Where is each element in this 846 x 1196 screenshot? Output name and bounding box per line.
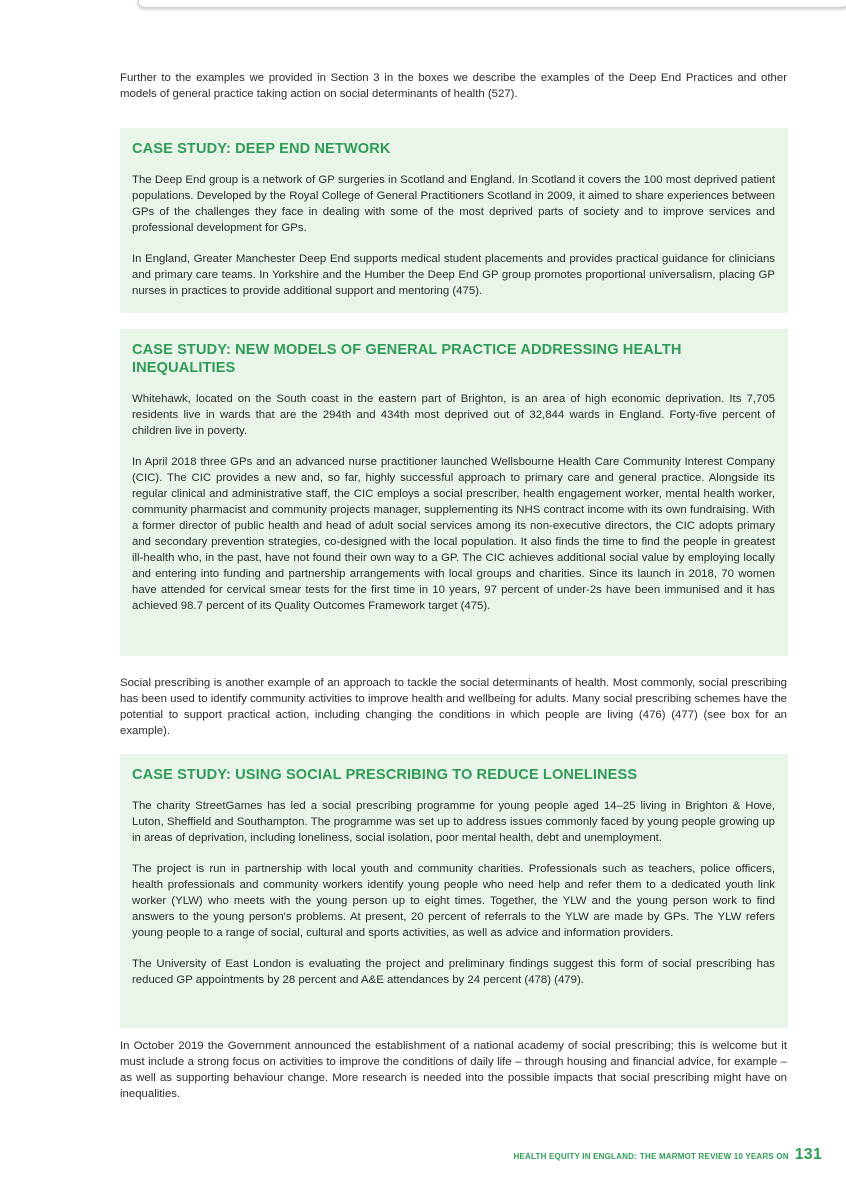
case-study-deep-end-box bbox=[120, 128, 788, 313]
social-prescribing-paragraph: Social prescribing is another example of an approach to tackle the social determinants of health. Most commonly, social prescribing has been used to identify community activities to improve health and wellbeing for adults. Many social prescribing schemes have the potential to support practical action, including changing the conditions in which people are living (476) (477) (see box for an example). bbox=[120, 677, 787, 737]
intro-paragraph: Further to the examples we provided in Section 3 in the boxes we describe the examples of the Deep End Practices and other models of general practice taking action on social determinants of health (527). bbox=[120, 72, 787, 100]
case-study-title: CASE STUDY: DEEP END NETWORK bbox=[132, 141, 391, 157]
page-number: 131 bbox=[794, 1146, 822, 1163]
closing-paragraph: In October 2019 the Government announced the establishment of a national academy of social prescribing; this is welcome but it must include a strong focus on activities to improve the conditions of daily life – through housing and financial advice, for example – as well as supporting behaviour change. More research is needed into the possible impacts that social prescribing might have on inequalities. bbox=[120, 1040, 787, 1100]
case-study-paragraph: In England, Greater Manchester Deep End supports medical student placements and provides practical guidance for clinicians and primary care teams. In Yorkshire and the Humber the Deep End GP group promotes proportional universalism, placing GP nurses in practices to provide additional support and mentoring (475). bbox=[132, 253, 775, 297]
case-study-loneliness-box bbox=[120, 754, 788, 1028]
overlay-window-edge bbox=[138, 0, 846, 8]
case-study-paragraph: The charity StreetGames has led a social prescribing programme for young people aged 14–25 living in Brighton & Hove, Luton, Sheffield and Southampton. The programme was set up to address issues commonly faced by young people growing up in areas of deprivation, including loneliness, social isolation, poor mental health, debt and unemployment. bbox=[132, 800, 775, 844]
footer-report-title: HEALTH EQUITY IN ENGLAND: bbox=[513, 1152, 637, 1161]
case-study-paragraph: The Deep End group is a network of GP surgeries in Scotland and England. In Scotland it covers the 100 most deprived patient populations. Developed by the Royal College of General Practitioners Scotland in 2009, it aimed to share experiences between GPs of the challenges they face in dealing with some of the most deprived parts of society and to improve services and professional development for GPs. bbox=[132, 174, 775, 234]
footer-report-subtitle: THE MARMOT REVIEW 10 YEARS ON bbox=[639, 1152, 789, 1161]
case-study-paragraph: The University of East London is evaluating the project and preliminary findings suggest this form of social prescribing has reduced GP appointments by 28 percent and A&E attendances by 24 percent (478) (479). bbox=[132, 958, 775, 986]
case-study-paragraph: The project is run in partnership with local youth and community charities. Professionals such as teachers, police officers, health professionals and community workers identify young people who need help and refer them to a dedicated youth link worker (YLW) who meets with the young person up to eight times. Together, the YLW and the young person work to find answers to the young person's problems. At present, 20 percent of referrals to the YLW are made by GPs. The YLW refers young people to a range of social, cultural and sports activities, as well as advice and information providers. bbox=[132, 863, 775, 939]
page-footer bbox=[514, 1146, 822, 1164]
case-study-paragraph: Whitehawk, located on the South coast in the eastern part of Brighton, is an area of high economic deprivation. Its 7,705 residents live in wards that are the 294th and 434th most deprived out of 32,844 wards in England. Forty-five percent of children live in poverty. bbox=[132, 393, 775, 437]
case-study-title: CASE STUDY: USING SOCIAL PRESCRIBING TO REDUCE LONELINESS bbox=[132, 767, 638, 783]
case-study-title: CASE STUDY: NEW MODELS OF GENERAL PRACTICE ADDRESSING HEALTH INEQUALITIES bbox=[132, 342, 682, 376]
case-study-paragraph: In April 2018 three GPs and an advanced nurse practitioner launched Wellsbourne Health Care Community Interest Company (CIC). The CIC provides a new and, so far, highly successful approach to primary care and general practice. Alongside its regular clinical and administrative staff, the CIC employs a social prescriber, health engagement worker, mental health worker, community pharmacist and community projects manager, supplementing its NHS contract income with its own fundraising. With a former director of public health and head of adult social services among its non-executive directors, the CIC adopts primary and secondary prevention strategies, co-designed with the local population. It also finds the time to find the people in greatest ill-health who, in the past, have not found their own way to a GP. The CIC achieves additional social value by employing locally and entering into funding and partnership arrangements with local groups and charities. Since its launch in 2018, 70 women have attended for cervical smear tests for the first time in 10 years, 97 percent of under-2s have been immunised and it has achieved 98.7 percent of its Quality Outcomes Framework target (475). bbox=[132, 456, 775, 612]
case-study-new-models-box bbox=[120, 329, 788, 656]
